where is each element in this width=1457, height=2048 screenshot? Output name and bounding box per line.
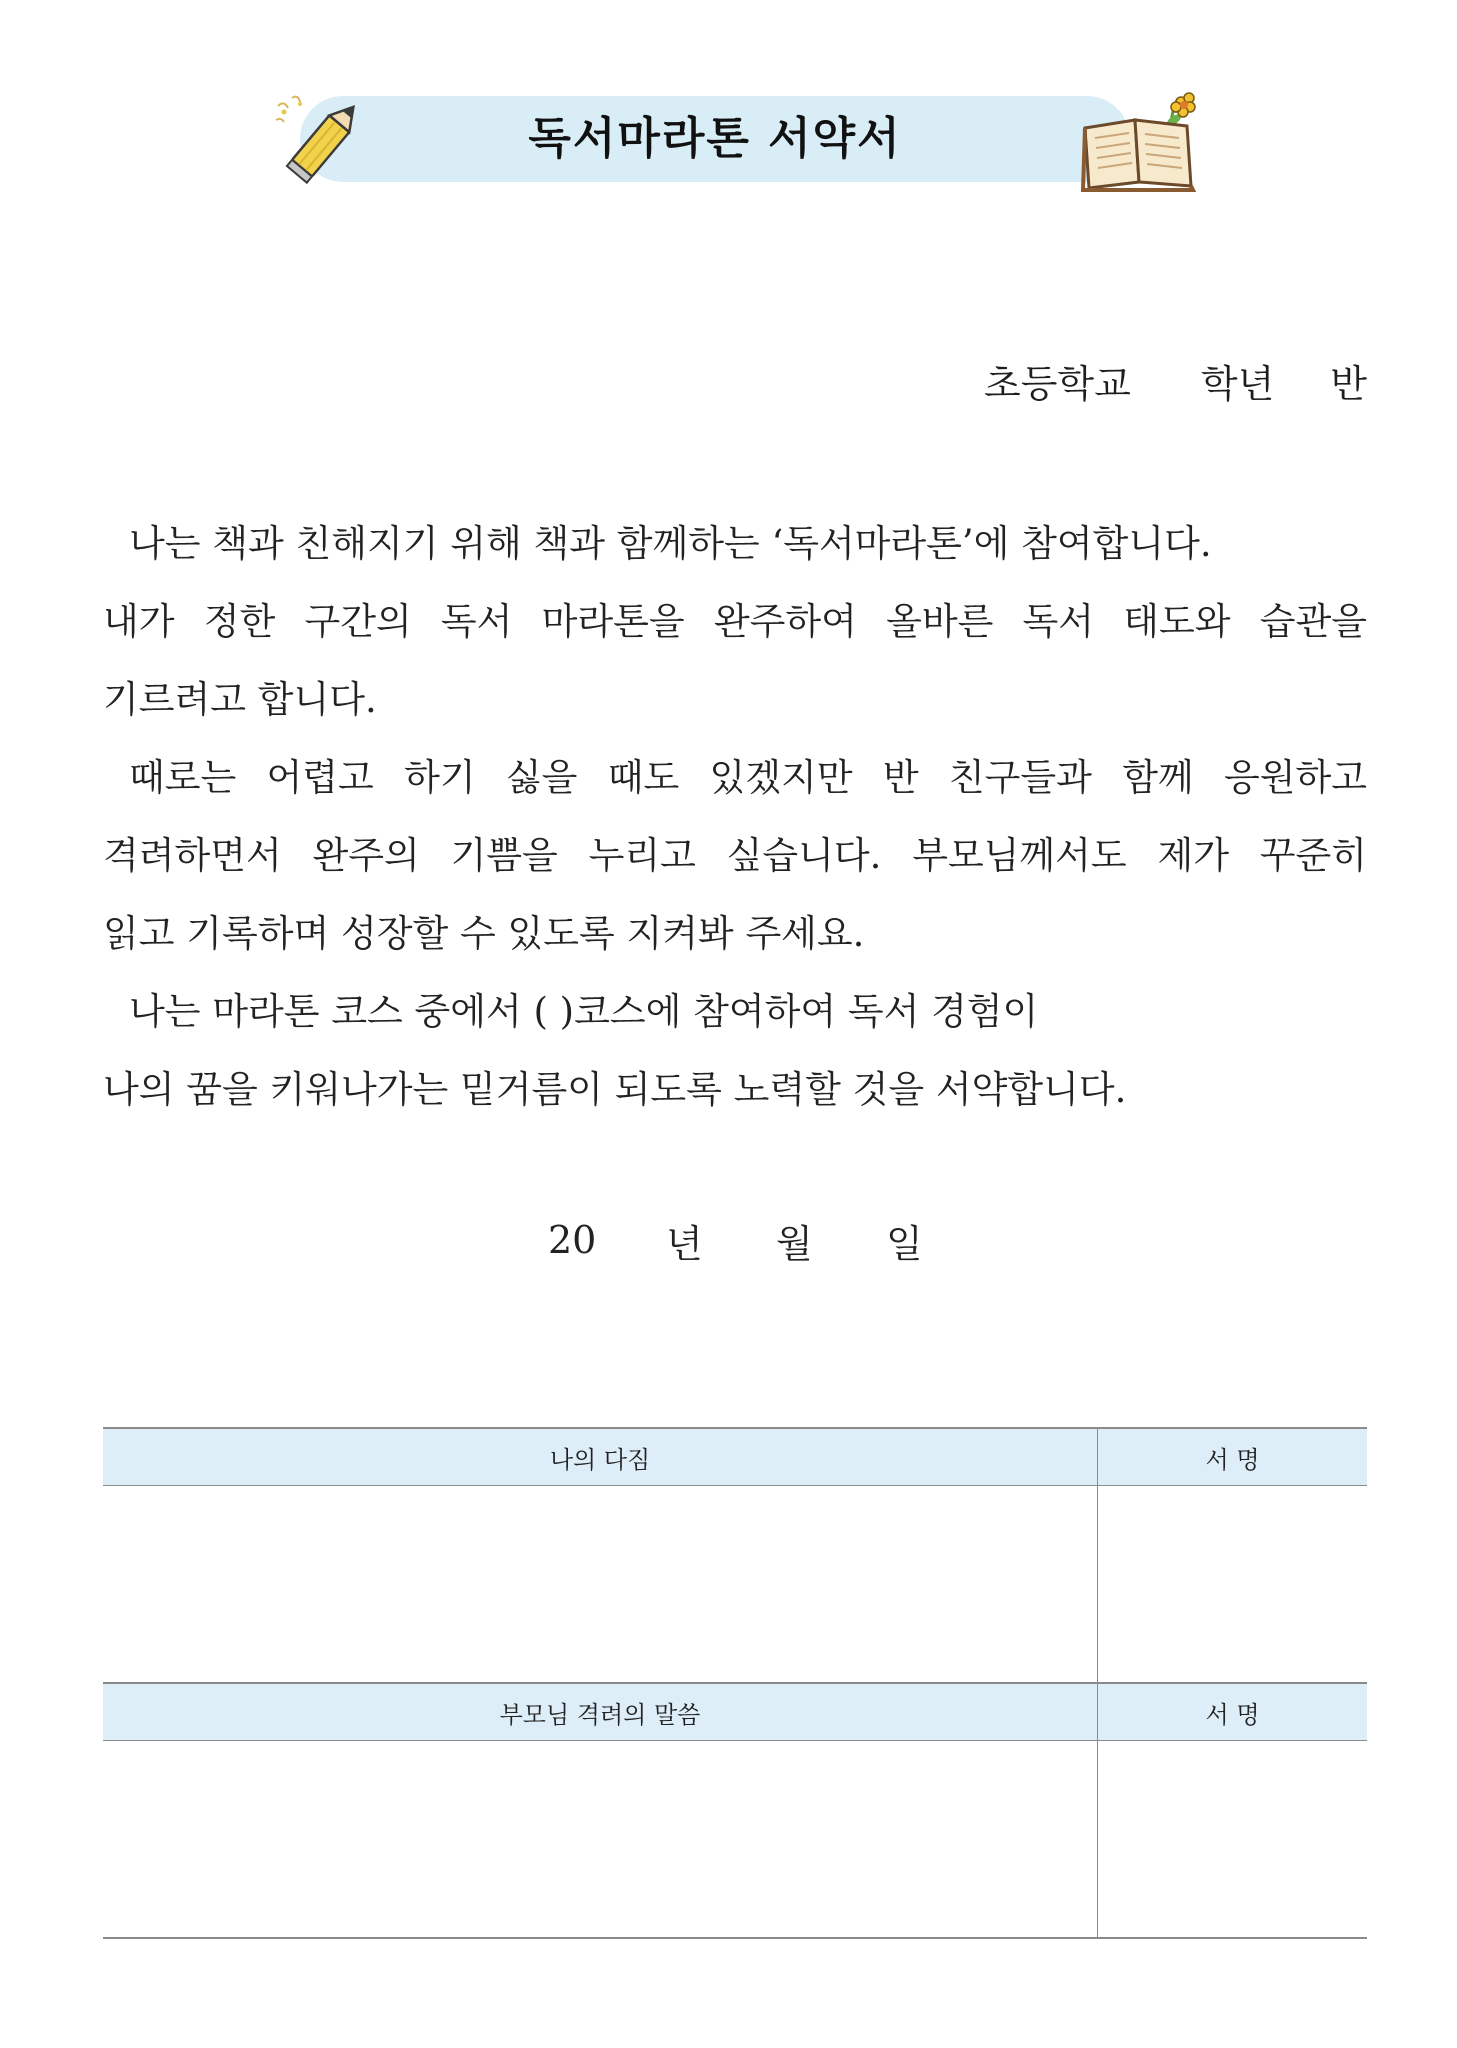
school-info — [984, 355, 1367, 405]
parent-header-row — [103, 1683, 1367, 1741]
signature-table — [103, 1427, 1367, 1939]
course-prefix: 나는 마라톤 코스 중에서 ( — [129, 990, 548, 1033]
open-book-icon — [1075, 90, 1205, 200]
my-pledge-row — [103, 1486, 1367, 1684]
date-line — [548, 1210, 923, 1270]
pledge-line-2: 내가 정한 구간의 독서 마라톤을 완주하여 올바른 독서 태도와 습관을 — [103, 600, 1367, 643]
course-line — [103, 973, 1367, 1051]
grade-label: 학년 — [1200, 361, 1275, 406]
date-year-prefix: 20 — [548, 1218, 597, 1262]
my-signature-field[interactable] — [1098, 1486, 1368, 1684]
class-label: 반 — [1330, 361, 1367, 406]
date-day-label: 일 — [886, 1221, 923, 1266]
date-year-label: 년 — [666, 1221, 703, 1266]
signature-header: 서 명 — [1098, 1683, 1368, 1741]
pledge-line-3: 기르려고 합니다. — [103, 678, 377, 721]
parent-message-field[interactable] — [103, 1741, 1098, 1939]
parent-message-header: 부모님 격려의 말씀 — [103, 1683, 1098, 1741]
school-label: 초등학교 — [984, 361, 1131, 406]
my-pledge-header-row — [103, 1428, 1367, 1486]
pencil-icon — [270, 92, 380, 192]
date-month-label: 월 — [776, 1221, 813, 1266]
my-pledge-header: 나의 다짐 — [103, 1428, 1098, 1486]
parent-message-row — [103, 1741, 1367, 1939]
pledge-line-6: 읽고 기록하며 성장할 수 있도록 지켜봐 주세요. — [103, 912, 865, 955]
pledge-line-1: 나는 책과 친해지기 위해 책과 함께하는 ‘독서마라톤’에 참여합니다. — [129, 522, 1212, 565]
pledge-line-4: 때로는 어렵고 하기 싫을 때도 있겠지만 반 친구들과 함께 응원하고 — [129, 756, 1367, 799]
course-suffix: )코스에 참여하여 독서 경험이 — [559, 990, 1039, 1033]
pledge-line-5: 격려하면서 완주의 기쁨을 누리고 싶습니다. 부모님께서도 제가 꾸준히 — [103, 834, 1367, 877]
page-title: 독서마라톤 서약서 — [528, 113, 902, 164]
signature-header: 서 명 — [1098, 1428, 1368, 1486]
pledge-text — [103, 505, 1367, 1129]
my-pledge-field[interactable] — [103, 1486, 1098, 1684]
parent-signature-field[interactable] — [1098, 1741, 1368, 1939]
pledge-final-line: 나의 꿈을 키워나가는 밑거름이 되도록 노력할 것을 서약합니다. — [103, 1068, 1127, 1111]
